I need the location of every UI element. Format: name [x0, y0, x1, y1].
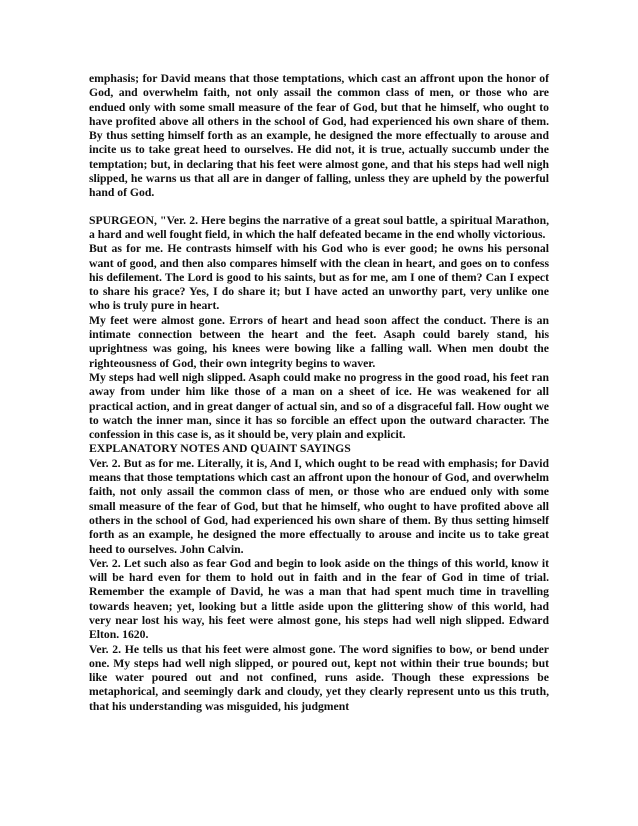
- paragraph-calvin-quote: Ver. 2. But as for me. Literally, it is, And I, which ought to be read with emphasis; for David means that those temptations which cast an affront upon the honour of God, and overwhelm faith, not only assail the common class of men, or those who are endued only with some small measure of the fear of God, but that he himself, who ought to have profited above all others in the school of God, had experienced his own share of them. By thus setting himself forth as an example, he designed the more effectually to arouse and incite us to take great heed to ourselves. John Calvin.: [89, 456, 549, 556]
- paragraph-feet-bow: Ver. 2. He tells us that his feet were almost gone. The word signifies to bow, or bend under one. My steps had well nigh slipped, or poured out, kept not within their true bounds; but like water poured out and not confined, runs aside. Though these expressions be metaphorical, and seemingly dark and cloudy, yet they clearly represent unto us this truth, that his understanding was misguided, his judgment: [89, 642, 549, 713]
- paragraph-feet-almost-gone: My feet were almost gone. Errors of heart and head soon affect the conduct. There is an intimate connection between the heart and the feet. Asaph could barely stand, his uprightness was going, his knees were bowing like a falling wall. When men doubt the righteousness of God, their own integrity begins to waver.: [89, 313, 549, 370]
- section-heading-explanatory-notes: EXPLANATORY NOTES AND QUAINT SAYINGS: [89, 442, 351, 456]
- paragraph-steps-slipped: My steps had well nigh slipped. Asaph could make no progress in the good road, his feet ran away from under him like those of a man on a sheet of ice. He was weakened for all practical action, and in great danger of actual sin, and so of a disgraceful fall. How ought we to watch the inner man, since it has so forcible an effect upon the outward character. The confession in this case is, as it should be, very plain and explicit.: [89, 370, 549, 442]
- paragraph-but-as-for-me: But as for me. He contrasts himself with his God who is ever good; he owns his personal want of good, and then also compares himself with the clean in heart, and goes on to confess his defilement. The Lord is good to his saints, but as for me, am I one of them? Can I expect to share his grace? Yes, I do share it; but I have acted an unworthy part, very unlike one who is truly pure in heart.: [89, 242, 549, 313]
- paragraph-elton-quote: Ver. 2. Let such also as fear God and begin to look aside on the things of this world, know it will be hard even for them to hold out in faith and in the fear of God in time of trial. Remember the example of David, he was a man that had spent much time in travelling towards heaven; yet, looking but a little aside upon the glittering show of this world, had very near lost his way, his feet were almost gone, his steps had well nigh slipped. Edward Elton. 1620.: [89, 556, 549, 642]
- paragraph-spurgeon-intro: SPURGEON, "Ver. 2. Here begins the narrative of a great soul battle, a spiritual Marathon, a hard and well fought field, in which the half defeated became in the end wholly victorious.: [89, 213, 549, 241]
- paragraph-calvin-continuation: emphasis; for David means that those temptations, which cast an affront upon the honor of God, and overwhelm faith, not only assail the common class of men, or those who are endued only with some small measure of the fear of God, but that he himself, who ought to have profited above all others in the school of God, had experienced his own share of them. By thus setting himself forth as an example, he designed the more effectually to arouse and incite us to take great heed to ourselves. He did not, it is true, actually succumb under the temptation; but, in declaring that his feet were almost gone, and that his steps had well nigh slipped, he warns us that all are in danger of falling, unless they are upheld by the powerful hand of God.: [89, 72, 549, 200]
- document-page: [89, 72, 549, 714]
